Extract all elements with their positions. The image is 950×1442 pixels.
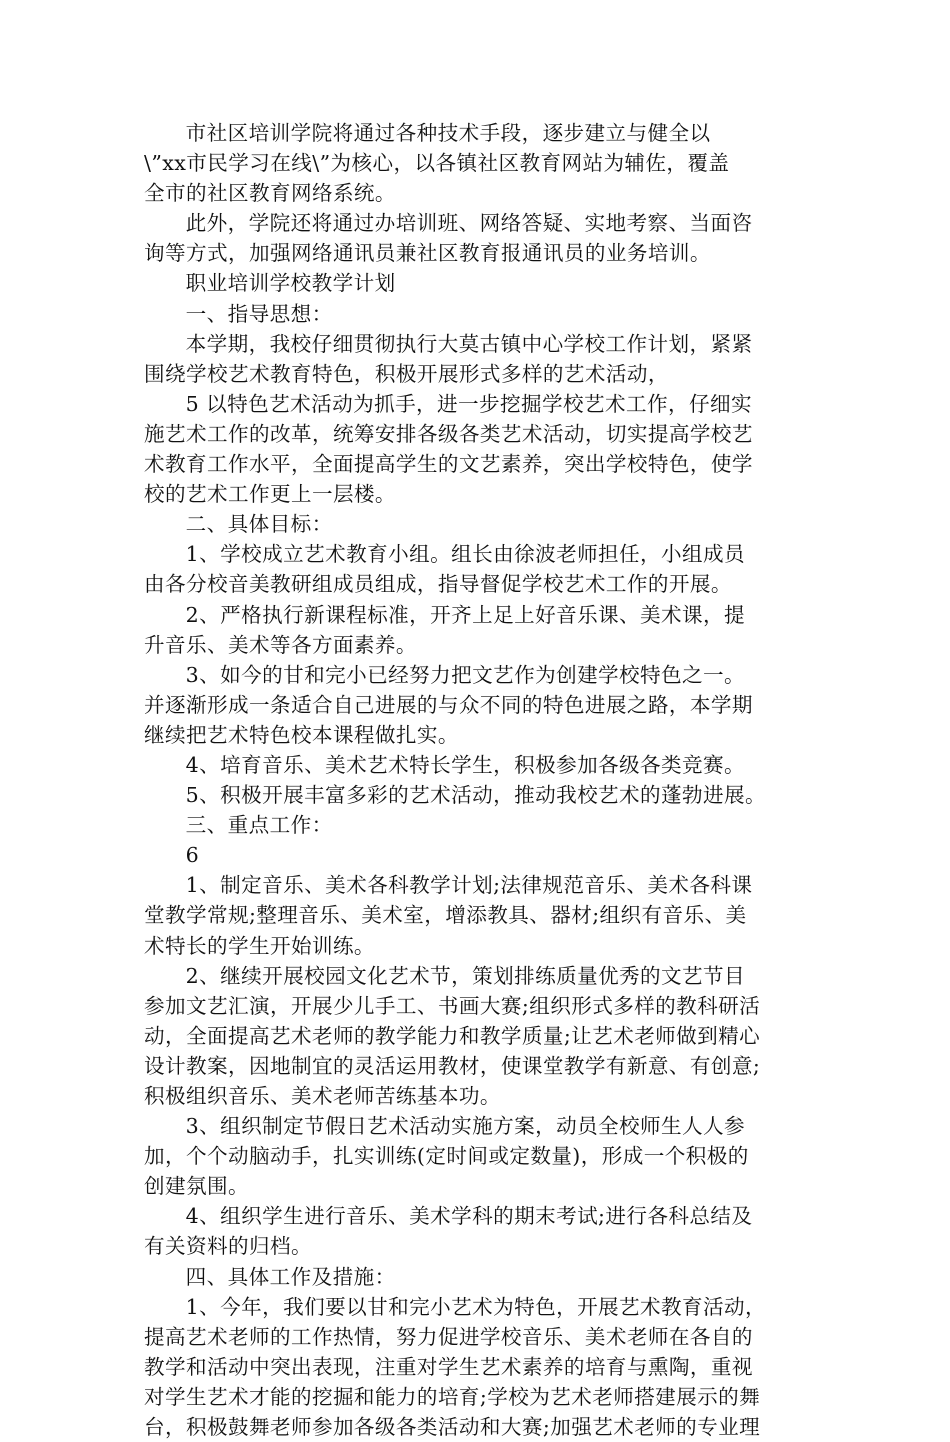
text-line: 四、具体工作及措施： bbox=[144, 1264, 396, 1289]
text-line: 4、组织学生进行音乐、美术学科的期末考试;进行各科总结及 bbox=[144, 1204, 753, 1229]
text-line: 三、重点工作： bbox=[144, 813, 333, 838]
text-line: 询等方式，加强网络通讯员兼社区教育报通讯员的业务培训。 bbox=[144, 241, 711, 266]
text-line: 2、严格执行新课程标准，开齐上足上好音乐课、美术课，提 bbox=[144, 602, 746, 627]
text-line: 5、积极开展丰富多彩的艺术活动，推动我校艺术的蓬勃进展。 bbox=[144, 783, 767, 808]
text-line: 1、制定音乐、美术各科教学计划;法律规范音乐、美术各科课 bbox=[144, 873, 753, 898]
text-line: 动，全面提高艺术老师的教学能力和教学质量;让艺术老师做到精心 bbox=[144, 1023, 761, 1048]
text-line: 职业培训学校教学计划 bbox=[144, 271, 396, 296]
text-line: 5 以特色艺术活动为抓手，进一步挖掘学校艺术工作，仔细实 bbox=[144, 391, 752, 416]
text-line: 术教育工作水平，全面提高学生的文艺素养，突出学校特色，使学 bbox=[144, 452, 753, 477]
text-line: 6 bbox=[144, 843, 200, 868]
text-line: 台，积极鼓舞老师参加各级各类活动和大赛;加强艺术老师的专业理 bbox=[144, 1415, 761, 1440]
text-line: 创建氛围。 bbox=[144, 1174, 249, 1199]
text-line: 积极组织音乐、美术老师苦练基本功。 bbox=[144, 1084, 501, 1108]
text-line: 市社区培训学院将通过各种技术手段，逐步建立与健全以 bbox=[144, 121, 711, 145]
text-line: 二、具体目标： bbox=[144, 512, 333, 537]
text-line: 教学和活动中突出表现，注重对学生艺术素养的培育与熏陶，重视 bbox=[144, 1354, 753, 1379]
text-line: 并逐渐形成一条适合自己进展的与众不同的特色进展之路，本学期 bbox=[144, 692, 753, 717]
text-line: 由各分校音美教研组成员组成，指导督促学校艺术工作的开展。 bbox=[144, 572, 732, 597]
text-line: 4、培育音乐、美术艺术特长学生，积极参加各级各类竞赛。 bbox=[144, 752, 746, 777]
text-line: 升音乐、美术等各方面素养。 bbox=[144, 632, 417, 657]
text-line: 术特长的学生开始训练。 bbox=[144, 933, 375, 958]
document-body bbox=[144, 118, 810, 1442]
text-line: 一、指导思想： bbox=[144, 301, 333, 326]
text-line: 本学期，我校仔细贯彻执行大莫古镇中心学校工作计划，紧紧 bbox=[144, 331, 753, 356]
text-line: 参加文艺汇演，开展少儿手工、书画大赛;组织形式多样的教科研活 bbox=[144, 993, 761, 1018]
text-line: \”xx市民学习在线\”为核心，以各镇社区教育网站为辅佐，覆盖 bbox=[144, 151, 730, 176]
text-line: 施艺术工作的改革，统筹安排各级各类艺术活动，切实提高学校艺 bbox=[144, 421, 753, 446]
text-line: 有关资料的归档。 bbox=[144, 1234, 312, 1259]
text-line: 校的艺术工作更上一层楼。 bbox=[144, 482, 396, 507]
text-line: 1、学校成立艺术教育小组。组长由徐波老师担任，小组成员 bbox=[144, 542, 746, 567]
text-line: 继续把艺术特色校本课程做扎实。 bbox=[144, 722, 459, 747]
text-line: 堂教学常规;整理音乐、美术室，增添教具、器材;组织有音乐、美 bbox=[144, 903, 747, 928]
text-line: 3、如今的甘和完小已经努力把文艺作为创建学校特色之一。 bbox=[144, 662, 746, 687]
text-line: 1、今年，我们要以甘和完小艺术为特色，开展艺术教育活动， bbox=[144, 1294, 767, 1319]
text-line: 此外，学院还将通过办培训班、网络答疑、实地考察、当面咨 bbox=[144, 211, 753, 236]
text-line: 设计教案，因地制宜的灵活运用教材，使课堂教学有新意、有创意; bbox=[144, 1053, 761, 1078]
text-line: 提高艺术老师的工作热情，努力促进学校音乐、美术老师在各自的 bbox=[144, 1324, 753, 1349]
text-line: 加，个个动脑动手，扎实训练(定时间或定数量)，形成一个积极的 bbox=[144, 1144, 749, 1169]
text-line: 全市的社区教育网络系统。 bbox=[144, 181, 396, 206]
text-line: 3、组织制定节假日艺术活动实施方案，动员全校师生人人参 bbox=[144, 1114, 746, 1139]
text-line: 2、继续开展校园文化艺术节，策划排练质量优秀的文艺节目 bbox=[144, 963, 746, 988]
text-line: 对学生艺术才能的挖掘和能力的培育;学校为艺术老师搭建展示的舞 bbox=[144, 1384, 761, 1409]
text-line: 围绕学校艺术教育特色，积极开展形式多样的艺术活动， bbox=[144, 361, 669, 386]
